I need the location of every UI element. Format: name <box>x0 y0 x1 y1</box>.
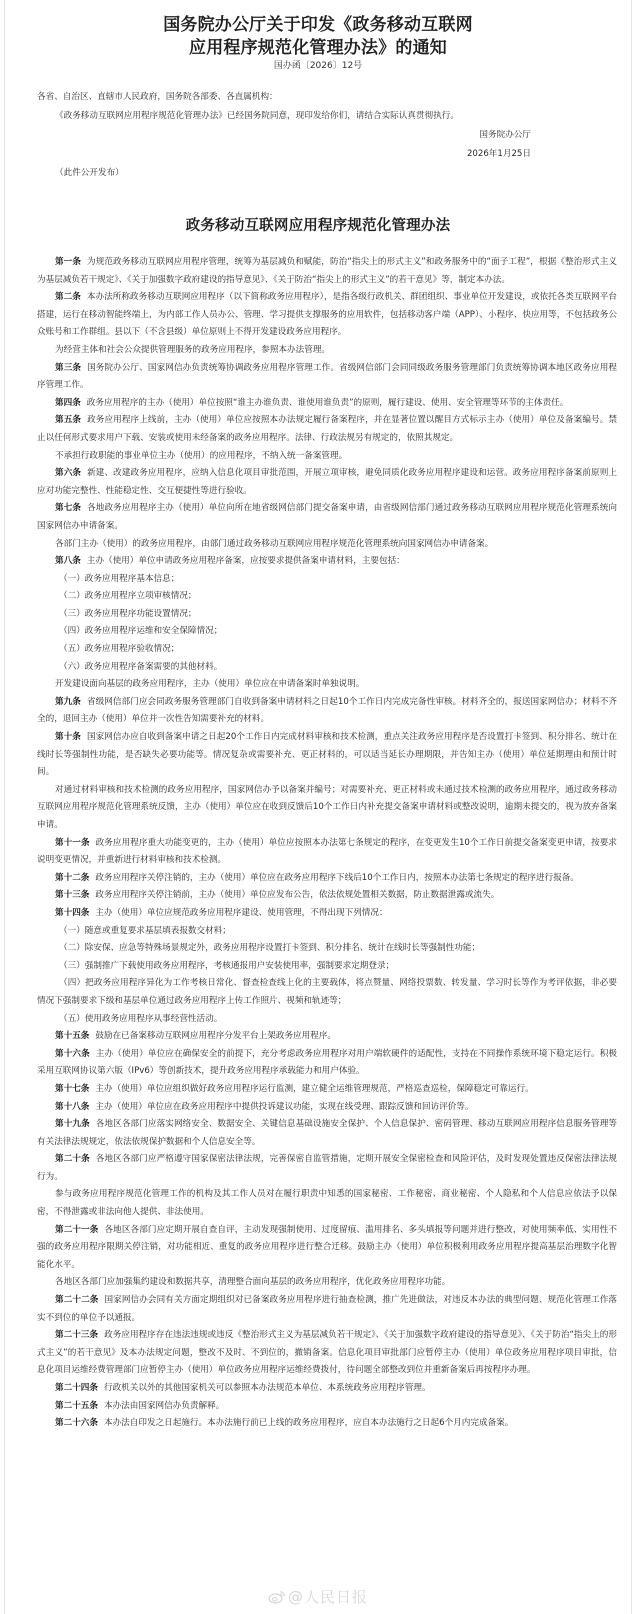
article-text: 政务应用程序关停注销的，主办（使用）单位应在政务应用程序下线后10个工作日内，按照本办法第七条规定的程序进行报备。 <box>95 872 579 883</box>
article-text: 鼓励在已备案移动互联网应用程序分发平台上架政务应用程序。 <box>95 1031 337 1042</box>
measures-title: 政务移动互联网应用程序规范化管理办法 <box>185 218 451 234</box>
list-item <box>37 659 617 677</box>
article-paragraph <box>37 1292 617 1327</box>
article-number: 第十七条 <box>55 1083 90 1094</box>
article-text: 主办（使用）单位申请政务应用程序备案，应按要求提供备案申请材料，主要包括： <box>86 556 405 567</box>
article-text: 政务应用程序上线前，主办（使用）单位应按照本办法规定履行备案程序，并在显著位置以醒目方式标示主办（使用）单位及备案编号。禁止以任何形式要求用户下载、安装或使用未经备案的政务应用程序。法律、行政法规另有规定的，依照其规定。 <box>37 415 617 443</box>
article-text: 行政机关以外的其他国家机关可以参照本办法规范本单位、本系统政务应用程序管理。 <box>103 1383 431 1393</box>
addressee: 各省、自治区、直辖市人民政府，国务院各部委、各直属机构： <box>37 92 278 102</box>
paragraph <box>37 342 617 360</box>
article-text: 主办（使用）单位应在政务应用程序中提供投诉建议功能，实现在线受理、跟踪反馈和回访评价等。 <box>95 1101 474 1112</box>
watermark-text: @人民日报 <box>287 1588 368 1606</box>
article-paragraph <box>37 694 617 729</box>
article-text: 各地区各部门应加强集约建设和数据共享，清理整合面向基层的政务应用程序，优化政务应用程序功能。 <box>55 1277 451 1288</box>
article-number: 第十四条 <box>55 907 90 918</box>
document-page <box>4 0 632 1614</box>
article-paragraph <box>37 1222 617 1275</box>
list-item <box>37 606 617 624</box>
article-number: 第八条 <box>55 556 81 567</box>
article-paragraph <box>37 1028 617 1046</box>
article-paragraph <box>37 289 617 342</box>
article-text: 省级网信部门应会同政务服务管理部门自收到备案申请材料之日起10个工作日内完成完备性审核。材料齐全的，报送国家网信办；材料不齐全的，退回主办（使用）单位并一次性告知需要补充的材料。 <box>37 696 617 725</box>
article-text: （二）政务应用程序立项审核情况； <box>59 591 197 602</box>
article-text: 国家网信办会同有关方面定期组织对已备案政务应用程序进行抽查检测，推广先进做法，对违反本办法的典型问题、规范化管理工作落实不到位的单位予以通报。 <box>37 1295 617 1323</box>
notice-title <box>5 14 631 60</box>
article-paragraph <box>37 905 617 923</box>
article-number: 第七条 <box>55 503 82 514</box>
article-number: 第二十二条 <box>55 1295 99 1306</box>
paragraph <box>37 536 617 554</box>
article-paragraph <box>37 1081 617 1099</box>
article-paragraph <box>37 1151 617 1186</box>
article-paragraph <box>37 1327 617 1380</box>
article-number: 第十条 <box>55 732 81 743</box>
article-paragraph <box>37 412 617 447</box>
article-text: 国务院办公厅、国家网信办负责统筹协调政务应用程序管理工作。省级网信部门会同同级政务服务管理部门负责统筹协调本地区政务应用程序管理工作。 <box>37 362 617 391</box>
article-text: 各地政务应用程序主办（使用）单位向所在地省级网信部门提交备案申请，由省级网信部门通过政务移动互联网应用程序规范化管理系统向国家网信办申请备案。 <box>37 503 617 531</box>
paragraph <box>37 1274 617 1292</box>
weibo-icon <box>268 1590 286 1604</box>
paragraph <box>37 448 617 466</box>
watermark <box>5 1586 631 1607</box>
article-text: （一）政务应用程序基本信息； <box>59 573 180 584</box>
article-paragraph <box>37 835 617 870</box>
article-text: 对通过材料审核和技术检测的政务应用程序，国家网信办予以备案并编号；对需要补充、更正材料或未通过技术检测的政务应用程序，通过政务移动互联网应用程序规范化管理系统反馈，主办（使用）单位应在收到反馈后10个工作日内补充提交备案申请材料或整改说明，逾期未提交的，视为放弃备案申请。 <box>37 784 617 830</box>
document-number: 国办函〔2026〕12号 <box>273 61 363 71</box>
article-paragraph <box>37 870 617 888</box>
article-number: 第十二条 <box>55 872 90 883</box>
article-number: 第九条 <box>55 696 81 707</box>
article-paragraph <box>37 1415 617 1433</box>
article-number: 第十五条 <box>55 1031 90 1042</box>
notice-body: 《政务移动互联网应用程序规范化管理办法》已经国务院同意，现印发给你们，请结合实际认真贯彻执行。 <box>55 111 459 121</box>
article-paragraph <box>37 395 617 413</box>
article-text: （三）强制推广下载使用政务应用程序，考核通报用户安装使用率，强制要求定期登录； <box>59 960 395 971</box>
article-number: 第二十条 <box>55 1154 90 1165</box>
notice-title-line1: 国务院办公厅关于印发《政务移动互联网 <box>163 15 473 35</box>
article-number: 第十一条 <box>55 837 90 848</box>
article-paragraph <box>37 254 617 289</box>
article-text: （五）政务应用程序验收情况； <box>59 644 180 655</box>
article-number: 第十八条 <box>55 1101 90 1112</box>
article-text: 参与政务应用程序规范化管理工作的机构及其工作人员对在履行职责中知悉的国家秘密、工作秘密、商业秘密、个人隐私和个人信息应依法予以保密，不得泄露或非法向他人提供、非法使用。 <box>37 1189 617 1218</box>
article-text: 政务应用程序的主办（使用）单位按照“谁主办谁负责、谁使用谁负责”的原则，履行建设、使用、安全管理等环节的主体责任。 <box>86 397 569 408</box>
article-number: 第二十五条 <box>55 1400 98 1411</box>
article-paragraph <box>37 500 617 535</box>
sign-date: 2026年1月25日 <box>466 149 531 159</box>
article-number: 第一条 <box>55 257 82 267</box>
list-item <box>37 958 617 976</box>
article-paragraph <box>37 465 617 500</box>
article-number: 第四条 <box>55 397 81 408</box>
article-paragraph <box>37 1398 617 1416</box>
publish-note: （此件公开发布） <box>55 168 124 178</box>
article-number: 第二十一条 <box>55 1224 99 1235</box>
article-paragraph <box>37 887 617 905</box>
list-item <box>37 571 617 589</box>
article-text: 不承担行政职能的事业单位主办（使用）的应用程序，不纳入统一备案管理。 <box>55 450 348 461</box>
list-item <box>37 975 617 1010</box>
article-text: 各地区各部门应定期开展自查自评，主动发现强制使用、过度留痕、滥用排名、多头填报等问题并进行整改，对使用频率低、实用性不强的政务应用程序限期关停注销，对功能相近、重复的政务应用程序进行整合迁移。鼓励主办（使用）单位积极利用政务应用程序提高基层治理数字化智能化水平。 <box>37 1224 617 1270</box>
article-text: （四）把政务应用程序异化为工作考核日常化、督查检查线上化的主要载体，将点赞量、网络投票数、转发量、学习时长等作为考评依据，非必要情况下强制要求下级和基层单位通过政务应用程序上传工作照片、视频和轨迹等； <box>37 978 617 1006</box>
paragraph <box>37 1186 617 1221</box>
article-number: 第十六条 <box>55 1048 90 1059</box>
article-number: 第二十三条 <box>55 1330 99 1341</box>
list-item <box>37 588 617 606</box>
article-text: 为规范政务移动互联网应用程序管理，统筹为基层减负和赋能，防治“指尖上的形式主义”和政务服务中的“面子工程”，根据《整治形式主义为基层减负若干规定》、《关于加强数字政府建设的指导意见》、《关于防治“指尖上的形式主义”的若干意见》等，制定本办法。 <box>37 257 617 285</box>
article-text: 各地区各部门应落实网络安全、数据安全、关键信息基础设施安全保护、个人信息保护、密码管理、移动互联网应用程序信息服务管理等有关法律法规规定，依法依规保护数据和个人信息安全等。 <box>37 1119 617 1147</box>
article-text: 国家网信办应自收到备案申请之日起20个工作日内完成材料审核和技术检测，重点关注政务应用程序是否设置打卡签到、积分排名、统计在线时长等强制性功能，是否缺失必要功能等。情况复杂或需要补充、更正材料的，可以适当延长办理期限，并告知主办（使用）单位延期理由和预计时间。 <box>37 732 617 778</box>
list-item <box>37 641 617 659</box>
article-text: 开发建设面向基层的政务应用程序，主办（使用）单位应在申请备案时单独说明。 <box>55 679 365 690</box>
article-paragraph <box>37 1116 617 1151</box>
article-text: 主办（使用）单位应在确保安全的前提下，充分考虑政务应用程序对用户端软硬件的适配性，支持在不同操作系统环境下稳定运行。积极采用互联网协议第六版（IPv6）等创新技术，提升政务应用程序承载能力和用户体验。 <box>37 1048 617 1077</box>
list-item <box>37 623 617 641</box>
article-text: 政务应用程序存在违法违规或违反《整治形式主义为基层减负若干规定》、《关于加强数字政府建设的指导意见》、《关于防治“指尖上的形式主义”的若干意见》及本办法规定问题，整改不及时、不到位的，撤销备案。信息化项目审批部门应暂停主办（使用）单位政务应用程序项目审批，信息化项目运维经费管理部门应暂停主办（使用）单位政务应用程序运维经费拨付，待问题全部整改到位并重新备案后再按程序办理。 <box>37 1330 617 1376</box>
article-number: 第二十六条 <box>55 1418 98 1429</box>
list-item <box>37 940 617 958</box>
article-number: 第六条 <box>55 468 82 479</box>
article-text: 本办法由国家网信办负责解释。 <box>103 1400 225 1411</box>
article-number: 第十三条 <box>55 890 90 901</box>
article-text: 主办（使用）单位应规范政务应用程序建设、使用管理，不得出现下列情况： <box>95 907 388 918</box>
article-text: 为经营主体和社会公众提供管理服务的政务应用程序，参照本办法管理。 <box>55 344 331 355</box>
article-text: 主办（使用）单位应组织做好政务应用程序运行监测，建立健全运维管理规范，严格巡查巡检，保障稳定可靠运行。 <box>95 1083 534 1094</box>
article-number: 第五条 <box>55 415 82 426</box>
article-paragraph <box>37 1380 617 1398</box>
article-number: 第二条 <box>55 292 81 303</box>
article-text: 本办法所称政务移动互联网应用程序（以下简称政务应用程序），是指各级行政机关、群团组织、事业单位开发建设，或依托各类互联网平台搭建，运行在移动智能终端上，为内部工作人员办公、管理、学习提供支撑服务的应用软件，包括移动客户端（APP）、小程序、快应用等，不包括政务公众账号和工作群组。县以下（不含县级）单位原则上不得开发建设政务应用程序。 <box>37 292 617 338</box>
article-text: （六）政务应用程序备案需要的其他材料。 <box>59 661 223 672</box>
article-text: 本办法自印发之日起施行。本办法施行前已上线的政务应用程序，应自本办法施行之日起6个月内完成备案。 <box>103 1418 514 1429</box>
notice-title-line2: 应用程序规范化管理办法》的通知 <box>189 38 447 58</box>
article-paragraph <box>37 1046 617 1081</box>
article-number: 第十九条 <box>55 1119 90 1130</box>
article-text: 各地区各部门应严格遵守国家保密法律法规，完善保密自监管措施，定期开展安全保密检查和风险评估，及时发现处置违反保密法律法规行为。 <box>37 1154 617 1182</box>
articles-list <box>37 254 617 1433</box>
list-item <box>37 923 617 941</box>
article-paragraph <box>37 553 617 571</box>
article-text: （四）政务应用程序运维和安全保障情况； <box>59 626 223 637</box>
article-paragraph <box>37 360 617 395</box>
article-text: （二）除安保、应急等特殊场景规定外，政务应用程序设置打卡签到、积分排名、统计在线时长等强制性功能； <box>59 943 481 954</box>
paragraph <box>37 676 617 694</box>
article-text: 政务应用程序关停注销前，主办（使用）单位应发布公告，依法依规处置相关数据，防止数据泄露或流失。 <box>95 890 500 901</box>
paragraph <box>37 782 617 835</box>
signer: 国务院办公厅 <box>479 130 531 140</box>
article-text: 各部门主办（使用）的政务应用程序，由部门通过政务移动互联网应用程序规范化管理系统向国家网信办申请备案。 <box>55 538 494 549</box>
article-paragraph <box>37 729 617 782</box>
list-item <box>37 1011 617 1029</box>
article-paragraph <box>37 1099 617 1117</box>
article-text: （五）使用政务应用程序从事经营性活动。 <box>59 1013 223 1024</box>
article-number: 第三条 <box>55 362 82 373</box>
article-text: 政务应用程序重大功能变更的，主办（使用）单位应按照本办法第七条规定的程序，在变更发生10个工作日前提交备案变更申请，按要求说明变更情况，并重新进行材料审核和技术检测。 <box>37 837 617 866</box>
article-text: （三）政务应用程序功能设置情况； <box>59 608 197 619</box>
article-text: 新建、改建政务应用程序，应纳入信息化项目审批范围，开展立项审核，避免同质化政务应用程序建设和运营。政务应用程序备案前原则上应对功能完整性、性能稳定性、交互便捷性等进行验收。 <box>37 468 617 496</box>
article-text: （一）随意或重复要求基层填表报数交材料； <box>59 925 231 936</box>
article-number: 第二十四条 <box>55 1383 98 1393</box>
